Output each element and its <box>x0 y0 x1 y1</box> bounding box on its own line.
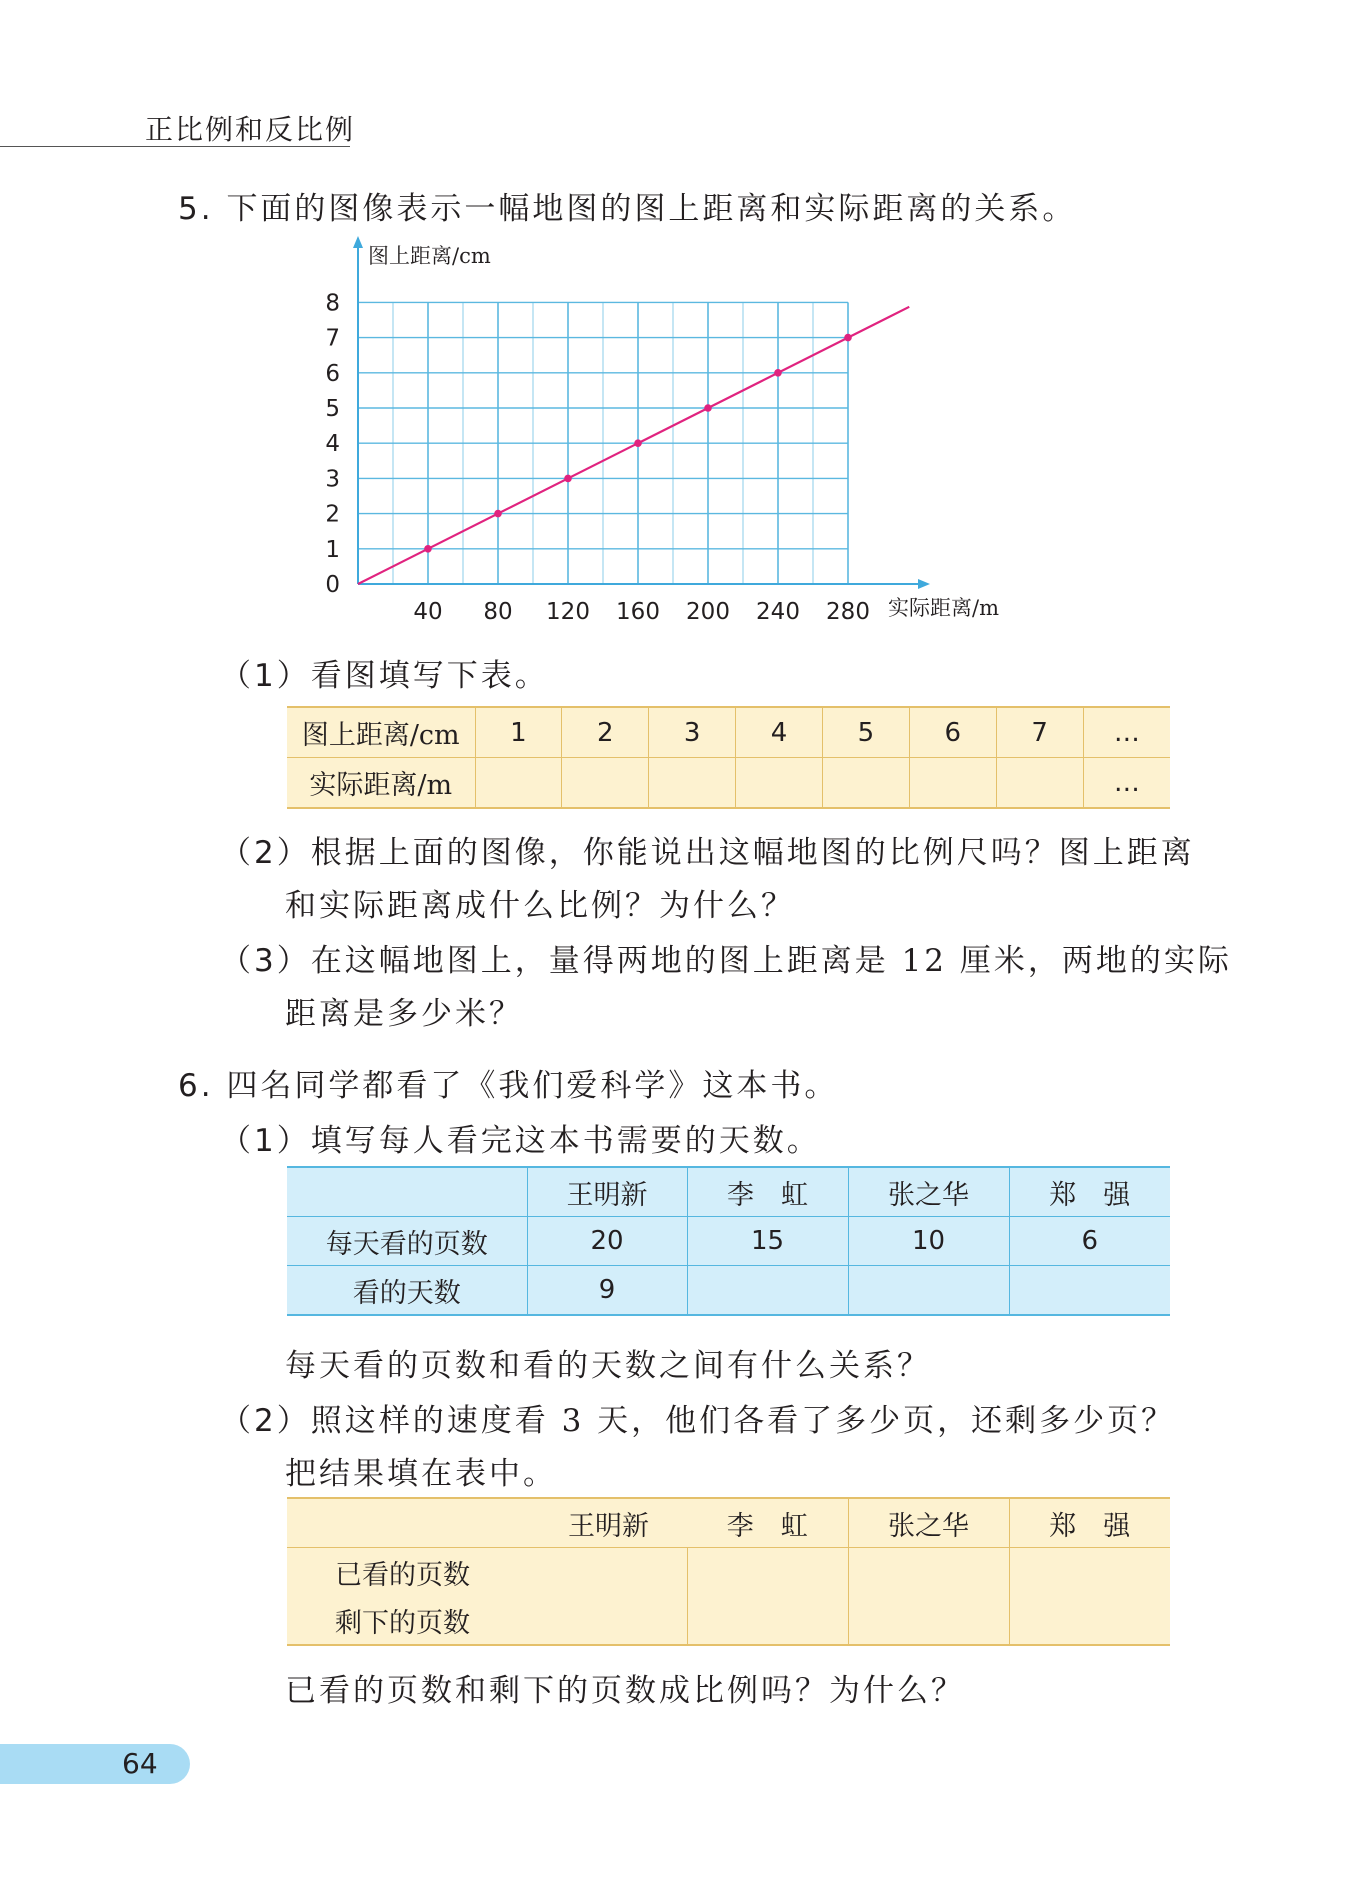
data-point <box>774 369 782 377</box>
table-cell: 1 <box>475 707 562 758</box>
row-label-map-distance: 图上距离/cm <box>287 707 475 758</box>
q5-sub3-label: （3） <box>220 943 311 979</box>
chart-series <box>358 307 909 584</box>
table-cell: 3 <box>649 707 736 758</box>
q6-question-1: 每天看的页数和看的天数之间有什么关系？ <box>285 1348 931 1384</box>
answer-cell[interactable] <box>848 1548 1009 1597</box>
answer-cell[interactable] <box>848 1596 1009 1645</box>
x-axis-label: 实际距离/m <box>888 596 999 620</box>
q5-sub2-line1: 根据上面的图像，你能说出这幅地图的比例尺吗？图上距离 <box>310 835 1195 871</box>
table-cell: 10 <box>848 1217 1009 1266</box>
table-header-cell: 郑 强 <box>1009 1498 1170 1548</box>
chart-grid <box>358 302 848 584</box>
table-header-cell: 张之华 <box>848 1167 1009 1217</box>
table-header-cell <box>287 1498 687 1548</box>
x-tick-label: 120 <box>546 599 590 625</box>
section-title: 正比例和反比例 <box>145 113 356 146</box>
y-tick-label: 4 <box>325 431 340 458</box>
row-label: 剩下的页数 <box>287 1596 687 1645</box>
answer-cell[interactable] <box>823 758 910 809</box>
x-tick-label: 40 <box>413 599 443 625</box>
x-tick-label: 200 <box>686 599 730 625</box>
q5-sub2-label: （2） <box>220 835 311 871</box>
table-header-cell: 郑 强 <box>1009 1167 1170 1217</box>
q5-sub1-text: 看图填写下表。 <box>310 658 549 694</box>
q6-sub1-label: （1） <box>220 1123 311 1159</box>
table-header-row <box>287 1167 1170 1217</box>
q6-sub2-line2: 把结果填在表中。 <box>285 1456 557 1492</box>
q6-sub1 <box>220 1115 821 1160</box>
distance-line-chart <box>320 232 1040 632</box>
table-row <box>287 707 1170 758</box>
table-header-cell: 李 虹 <box>687 1498 848 1548</box>
chart-tick-labels <box>325 290 870 625</box>
data-point <box>844 334 852 342</box>
q6-number: 6. <box>178 1068 214 1104</box>
table-header-cell: 张之华 <box>848 1498 1009 1548</box>
q5-sub3-line2: 距离是多少米？ <box>285 996 523 1032</box>
table-cell: 7 <box>996 707 1083 758</box>
table-row <box>287 758 1170 809</box>
y-tick-label: 2 <box>325 501 340 528</box>
answer-cell[interactable] <box>1009 1548 1170 1597</box>
row-label: 每天看的页数 <box>287 1217 527 1266</box>
table-header-cell: 李 虹 <box>687 1167 848 1217</box>
answer-cell[interactable] <box>687 1266 848 1316</box>
answer-cell[interactable] <box>909 758 996 809</box>
header-divider <box>0 146 350 147</box>
y-tick-label: 8 <box>325 290 340 317</box>
row-label-actual-distance: 实际距离/m <box>287 758 475 809</box>
map-distance-table <box>287 706 1170 809</box>
answer-cell[interactable] <box>848 1266 1009 1316</box>
series-line <box>358 307 909 584</box>
data-point <box>494 510 502 518</box>
row-label: 看的天数 <box>287 1266 527 1316</box>
x-tick-label: 160 <box>616 599 660 625</box>
q5-sub1-label: （1） <box>220 658 311 694</box>
q5-number: 5. <box>178 191 214 227</box>
data-point <box>424 545 432 553</box>
reading-days-table <box>287 1166 1170 1316</box>
table-row <box>287 1266 1170 1316</box>
table-row <box>287 1548 1170 1597</box>
data-point <box>564 475 572 483</box>
answer-cell[interactable] <box>649 758 736 809</box>
y-tick-label: 7 <box>325 325 340 352</box>
answer-cell[interactable] <box>687 1596 848 1645</box>
answer-cell[interactable] <box>1009 1266 1170 1316</box>
y-tick-label: 1 <box>325 536 340 563</box>
q5-sub2 <box>220 827 1195 872</box>
data-point <box>704 404 712 412</box>
answer-cell[interactable] <box>736 758 823 809</box>
y-axis-arrow <box>353 236 363 248</box>
table-cell: 4 <box>736 707 823 758</box>
table-header-row <box>287 1498 1170 1548</box>
table-header-cell: 王明新 <box>527 1167 687 1217</box>
page-number: 64 <box>122 1747 158 1780</box>
answer-cell[interactable] <box>562 758 649 809</box>
y-tick-label: 3 <box>325 466 340 493</box>
answer-cell[interactable] <box>996 758 1083 809</box>
table-header-cell <box>287 1167 527 1217</box>
x-axis-arrow <box>918 579 930 589</box>
y-tick-label: 0 <box>325 572 340 598</box>
answer-cell[interactable] <box>1009 1596 1170 1645</box>
q5-sub2-line2: 和实际距离成什么比例？为什么？ <box>285 888 795 924</box>
q6-sub2-label: （2） <box>220 1403 311 1439</box>
table-cell: 5 <box>823 707 910 758</box>
answer-cell[interactable] <box>475 758 562 809</box>
q5-sub1 <box>220 650 549 695</box>
table-cell: 6 <box>1009 1217 1170 1266</box>
data-point <box>634 439 642 447</box>
table-cell: … <box>1083 707 1170 758</box>
table-cell: 20 <box>527 1217 687 1266</box>
table-row <box>287 1217 1170 1266</box>
x-tick-label: 80 <box>483 599 513 625</box>
table-cell: 6 <box>909 707 996 758</box>
q5-sub3-line1: 在这幅地图上，量得两地的图上距离是 12 厘米，两地的实际 <box>310 943 1232 979</box>
answer-cell[interactable] <box>687 1548 848 1597</box>
q6-sub1-text: 填写每人看完这本书需要的天数。 <box>310 1123 821 1159</box>
table-cell: 9 <box>527 1266 687 1316</box>
y-axis-label: 图上距离/cm <box>368 244 491 268</box>
q5-sub3 <box>220 935 1232 980</box>
q5-stem <box>178 183 1076 228</box>
page-number-tab <box>0 1744 190 1784</box>
table-cell: 15 <box>687 1217 848 1266</box>
row-label: 已看的页数 <box>287 1548 687 1597</box>
chart-axes <box>353 236 930 589</box>
pages-read-table <box>287 1497 1170 1646</box>
q6-stem <box>178 1060 838 1105</box>
q6-sub2 <box>220 1395 1175 1440</box>
table-cell: … <box>1113 767 1140 798</box>
table-cell: 2 <box>562 707 649 758</box>
x-tick-label: 240 <box>756 599 800 625</box>
q6-sub2-line1: 照这样的速度看 3 天，他们各看了多少页，还剩多少页？ <box>310 1403 1176 1439</box>
y-tick-label: 5 <box>325 396 340 422</box>
q6-question-2: 已看的页数和剩下的页数成比例吗？为什么？ <box>285 1673 965 1709</box>
q6-text: 四名同学都看了《我们爱科学》这本书。 <box>226 1068 839 1104</box>
x-tick-label: 280 <box>826 599 870 625</box>
table-row <box>287 1596 1170 1645</box>
table-header-cell: 王明新 <box>568 1510 649 1542</box>
y-tick-label: 6 <box>325 360 340 387</box>
q5-text: 下面的图像表示一幅地图的图上距离和实际距离的关系。 <box>226 191 1077 227</box>
